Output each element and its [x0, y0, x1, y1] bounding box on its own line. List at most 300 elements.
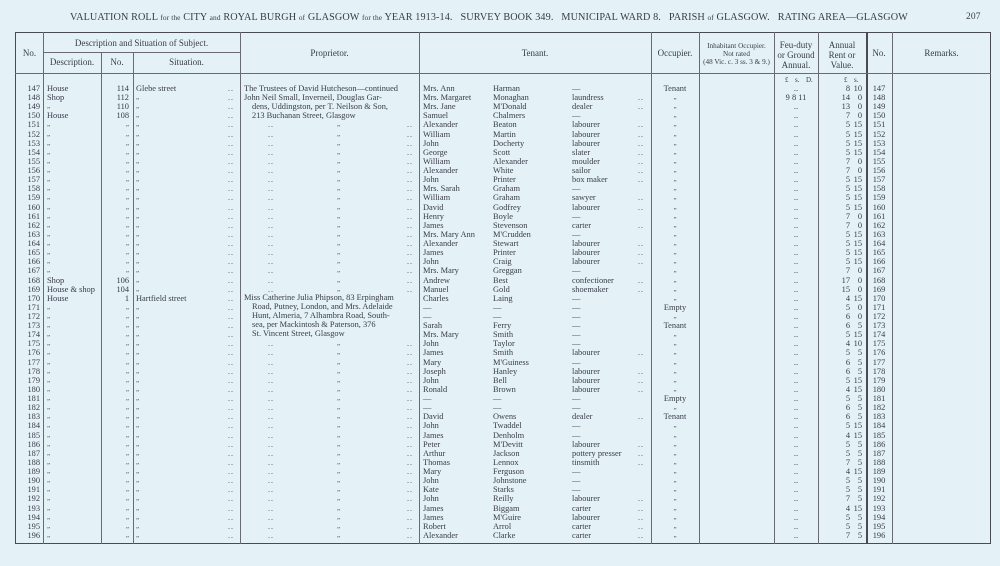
row-feu-duty: ..	[793, 521, 799, 531]
row-street-number: 1	[124, 293, 129, 303]
table-row	[0, 193, 1000, 202]
proprietor-ditto: „	[337, 339, 341, 348]
rent-shillings: 15	[853, 384, 862, 394]
table-row	[0, 494, 1000, 503]
proprietor-dot-leader: ..	[407, 430, 413, 440]
rent-shillings: 15	[853, 229, 862, 239]
row-occupier: „	[673, 521, 677, 530]
row-number: 171	[27, 302, 40, 312]
dot-leader: ..	[228, 138, 234, 148]
row-number-right: 164	[872, 239, 886, 249]
row-description: „	[47, 521, 51, 530]
title-part: for the	[160, 13, 181, 22]
proprietor-ditto: „	[337, 348, 341, 357]
rent-shillings: 5	[857, 485, 862, 495]
survey-book: SURVEY BOOK 349.	[460, 12, 554, 23]
proprietor-ditto: „	[337, 156, 341, 165]
row-street-number: „	[125, 457, 129, 466]
row-street-number: „	[125, 375, 129, 384]
rent-shillings: 15	[853, 257, 862, 267]
dot-leader: ..	[638, 439, 644, 449]
dot-leader: ..	[228, 293, 234, 303]
row-description: „	[47, 129, 51, 138]
dot-leader: ..	[638, 412, 644, 422]
table-row	[0, 467, 1000, 476]
row-situation: „	[136, 348, 140, 357]
row-description: „	[47, 439, 51, 448]
row-number: 147	[27, 84, 40, 93]
tenant-first-name: William	[423, 193, 451, 203]
tenant-occupation: box maker	[572, 175, 608, 185]
rent-shillings: 15	[853, 467, 862, 477]
rent-shillings: 0	[857, 156, 862, 166]
rent-pounds: 5	[845, 512, 850, 522]
table-row	[0, 531, 1000, 540]
row-number-right: 152	[872, 129, 886, 139]
rent-pounds: 5	[845, 448, 850, 458]
title-part: for the	[361, 13, 383, 22]
row-occupier: „	[673, 366, 677, 375]
row-number-right: 154	[872, 147, 886, 157]
rent-shillings: 5	[857, 321, 862, 331]
col-header-no-right: No.	[872, 48, 886, 58]
tenant-surname: Bell	[493, 375, 507, 385]
tenant-surname: Scott	[493, 147, 511, 157]
proprietor-dot-leader: ..	[407, 512, 413, 522]
proprietor-dot-leader: ..	[268, 430, 274, 440]
row-number: 165	[27, 248, 40, 258]
row-number-right: 147	[872, 84, 886, 93]
dot-leader: ..	[228, 439, 234, 449]
row-feu-duty: ..	[793, 138, 799, 148]
rent-shillings: 15	[853, 129, 862, 139]
row-street-number: „	[125, 330, 129, 339]
row-occupier: „	[673, 156, 677, 165]
rent-shillings: 5	[857, 512, 862, 522]
proprietor-dot-leader: ..	[268, 120, 274, 130]
row-number: 187	[27, 448, 40, 458]
row-occupier: „	[673, 384, 677, 393]
row-street-number: „	[125, 339, 129, 348]
tenant-surname: Smith	[493, 330, 514, 340]
row-number: 164	[27, 239, 40, 249]
table-row	[0, 431, 1000, 440]
row-feu-duty: ..	[793, 284, 799, 294]
row-situation: „	[136, 394, 140, 403]
row-feu-duty: ..	[793, 266, 799, 276]
tenant-first-name: Alexander	[423, 120, 458, 130]
table-row	[0, 485, 1000, 494]
row-occupier: „	[673, 439, 677, 448]
proprietor-dot-leader: ..	[268, 357, 274, 367]
tenant-occupation: labourer	[572, 375, 600, 385]
row-situation: „	[136, 357, 140, 366]
row-street-number: „	[125, 321, 129, 330]
proprietor-dot-leader: ..	[407, 220, 413, 230]
row-situation: „	[136, 193, 140, 202]
row-number: 182	[27, 403, 40, 413]
rent-pounds: 7	[845, 530, 850, 540]
proprietor-ditto: „	[337, 375, 341, 384]
rent-shillings: 0	[857, 93, 862, 103]
row-occupier: „	[673, 120, 677, 129]
tenant-first-name: Joseph	[423, 366, 446, 376]
row-number-right: 195	[872, 521, 886, 531]
title-part: of	[298, 13, 306, 22]
proprietor-dot-leader: ..	[407, 239, 413, 249]
row-number: 188	[27, 457, 40, 467]
row-description: „	[47, 312, 51, 320]
row-occupier: „	[673, 211, 677, 220]
table-row	[0, 93, 1000, 102]
proprietor-dot-leader: ..	[407, 467, 413, 477]
proprietor-ditto: „	[337, 229, 341, 238]
row-number: 169	[27, 284, 40, 294]
row-situation: „	[136, 521, 140, 530]
dot-leader: ..	[228, 312, 234, 321]
row-street-number: „	[125, 166, 129, 175]
row-feu-duty: ..	[793, 166, 799, 176]
rent-pounds-label: £	[844, 76, 848, 84]
tenant-occupation: —	[572, 293, 581, 303]
row-occupier: „	[673, 229, 677, 238]
tenant-occupation: dealer	[572, 102, 593, 112]
row-number-right: 177	[872, 357, 886, 367]
tenant-first-name: George	[423, 147, 448, 157]
table-row	[0, 184, 1000, 193]
row-street-number: „	[125, 503, 129, 512]
header-line: Value.	[830, 60, 854, 70]
dot-leader: ..	[228, 412, 234, 422]
row-occupier: „	[673, 266, 677, 275]
row-occupier: „	[673, 494, 677, 503]
dot-leader: ..	[638, 175, 644, 185]
proprietor-ditto: „	[337, 403, 341, 412]
row-situation: „	[136, 430, 140, 439]
row-number: 189	[27, 467, 40, 477]
tenant-occupation: —	[572, 321, 581, 331]
table-row	[0, 239, 1000, 248]
row-number-right: 181	[872, 394, 886, 404]
row-number-right: 190	[872, 476, 886, 486]
dot-leader: ..	[228, 156, 234, 166]
row-situation: „	[136, 202, 140, 211]
proprietor-line: The Trustees of David Hutcheson—continued	[244, 84, 398, 93]
rent-shillings: 15	[853, 175, 862, 185]
row-situation: „	[136, 375, 140, 384]
tenant-surname: Starks	[493, 485, 514, 495]
row-description: „	[47, 302, 51, 311]
row-street-number: „	[125, 448, 129, 457]
tenant-occupation: labourer	[572, 120, 600, 130]
row-occupier: „	[673, 138, 677, 147]
rent-shillings: 0	[857, 284, 862, 294]
row-situation: „	[136, 485, 140, 494]
row-occupier: Empty	[663, 302, 687, 312]
row-feu-duty: ..	[793, 102, 799, 112]
dot-leader: ..	[638, 494, 644, 504]
rent-pounds: 6	[845, 412, 850, 422]
tenant-surname: Reilly	[493, 494, 514, 504]
dot-leader: ..	[638, 102, 644, 112]
rent-pounds: 5	[845, 120, 850, 130]
row-feu-duty: ..	[793, 503, 799, 513]
dot-leader: ..	[228, 111, 234, 121]
municipal-ward: MUNICIPAL WARD 8.	[561, 12, 661, 23]
proprietor-ditto: „	[337, 275, 341, 284]
title-part: GLASGOW	[307, 12, 360, 23]
row-feu-duty: ..	[793, 175, 799, 185]
dot-leader: ..	[228, 530, 234, 540]
row-description: „	[47, 348, 51, 357]
row-situation: „	[136, 403, 140, 412]
tenant-surname: Godfrey	[493, 202, 521, 212]
row-number-right: 186	[872, 439, 886, 449]
row-feu-duty: ..	[793, 321, 799, 331]
proprietor-dot-leader: ..	[407, 156, 413, 166]
table-row	[0, 148, 1000, 157]
row-feu-duty: ..	[793, 348, 799, 358]
rent-shillings: 0	[857, 266, 862, 276]
tenant-surname: Best	[493, 275, 508, 285]
table-row	[0, 476, 1000, 485]
row-number-right: 156	[872, 166, 886, 176]
proprietor-ditto: „	[337, 366, 341, 375]
tenant-first-name: —	[423, 302, 432, 312]
tenant-first-name: John	[423, 175, 439, 185]
tenant-surname: M'Donald	[493, 102, 527, 112]
row-description: „	[47, 530, 51, 539]
rent-pounds: 4	[845, 293, 850, 303]
rent-shillings: 15	[853, 430, 862, 440]
proprietor-dot-leader: ..	[407, 439, 413, 449]
tenant-first-name: David	[423, 202, 444, 212]
row-number: 148	[27, 93, 40, 103]
dot-leader: ..	[638, 384, 644, 394]
row-description: „	[47, 503, 51, 512]
tenant-first-name: James	[423, 512, 444, 522]
row-street-number: „	[125, 302, 129, 311]
proprietor-ditto: „	[337, 430, 341, 439]
row-situation: „	[136, 184, 140, 193]
rent-pounds: 5	[845, 147, 850, 157]
proprietor-ditto: „	[337, 394, 341, 403]
row-occupier: Tenant	[663, 84, 687, 93]
row-occupier: „	[673, 147, 677, 156]
row-feu-duty: ..	[793, 439, 799, 449]
row-occupier: „	[673, 357, 677, 366]
tenant-surname: Monaghan	[493, 93, 529, 103]
row-situation: „	[136, 321, 140, 330]
proprietor-ditto: „	[337, 412, 341, 421]
rent-pounds: 4	[845, 503, 850, 513]
row-occupier: „	[673, 503, 677, 512]
table-row	[0, 84, 1000, 93]
header-subdivider	[43, 52, 240, 53]
row-number-right: 187	[872, 448, 886, 458]
proprietor-dot-leader: ..	[268, 412, 274, 422]
tenant-first-name: —	[423, 403, 432, 413]
row-occupier: „	[673, 184, 677, 193]
proprietor-dot-leader: ..	[407, 412, 413, 422]
tenant-first-name: Charles	[423, 293, 449, 303]
tenant-surname: Arrol	[493, 521, 512, 531]
proprietor-ditto: „	[337, 138, 341, 147]
rent-shillings: 5	[857, 439, 862, 449]
row-number: 183	[27, 412, 40, 422]
dot-leader: ..	[228, 366, 234, 376]
feu-pence-label: D.	[806, 76, 813, 84]
proprietor-dot-leader: ..	[268, 175, 274, 185]
proprietor-dot-leader: ..	[407, 266, 413, 276]
row-occupier: „	[673, 257, 677, 266]
row-number: 192	[27, 494, 40, 504]
table-row	[0, 339, 1000, 348]
rent-pounds: 13	[841, 102, 850, 112]
tenant-surname: Smith	[493, 348, 514, 358]
dot-leader: ..	[228, 120, 234, 130]
row-description: „	[47, 412, 51, 421]
table-row	[0, 266, 1000, 275]
row-number-right: 167	[872, 266, 886, 276]
row-situation: „	[136, 494, 140, 503]
tenant-first-name: James	[423, 430, 444, 440]
tenant-occupation: labourer	[572, 138, 600, 148]
row-occupier: „	[673, 485, 677, 494]
row-feu-duty: ..	[793, 330, 799, 340]
row-number-right: 157	[872, 175, 886, 185]
row-number: 181	[27, 394, 40, 404]
dot-leader: ..	[228, 175, 234, 185]
rent-shillings: 15	[853, 239, 862, 249]
proprietor-dot-leader: ..	[268, 530, 274, 540]
row-number-right: 178	[872, 366, 886, 376]
row-feu-duty: ..	[793, 366, 799, 376]
tenant-first-name: Sarah	[423, 321, 443, 331]
proprietor-dot-leader: ..	[268, 147, 274, 157]
row-description: „	[47, 184, 51, 193]
row-street-number: „	[125, 312, 129, 320]
rent-pounds: 4	[845, 339, 850, 349]
rent-shillings: 5	[857, 348, 862, 358]
tenant-first-name: —	[423, 394, 432, 404]
row-situation: Hartfield street	[136, 293, 187, 303]
rent-shillings: 10	[853, 84, 862, 93]
dot-leader: ..	[638, 120, 644, 130]
row-occupier: „	[673, 284, 677, 293]
tenant-occupation: labourer	[572, 129, 600, 139]
dot-leader: ..	[638, 248, 644, 258]
row-number: 184	[27, 421, 40, 431]
col-header-annual-rent	[818, 40, 866, 70]
table-row	[0, 257, 1000, 266]
tenant-first-name: Robert	[423, 521, 446, 531]
tenant-occupation: labourer	[572, 512, 600, 522]
col-header-situation: Situation.	[169, 57, 204, 67]
row-feu-duty: ..	[793, 293, 799, 303]
row-number-right: 180	[872, 384, 886, 394]
row-description: „	[47, 102, 51, 111]
row-number: 196	[27, 530, 40, 540]
proprietor-dot-leader: ..	[268, 156, 274, 166]
row-street-number: 104	[116, 284, 129, 294]
row-number: 156	[27, 166, 40, 176]
proprietor-line: Hunt, Almeria, 7 Alhambra Road, South-	[252, 311, 390, 321]
row-situation: „	[136, 266, 140, 275]
rent-shillings: 15	[853, 421, 862, 431]
proprietor-dot-leader: ..	[407, 275, 413, 285]
tenant-surname: Biggam	[493, 503, 520, 513]
row-situation: „	[136, 93, 140, 102]
table-row	[0, 139, 1000, 148]
proprietor-dot-leader: ..	[407, 120, 413, 130]
dot-leader: ..	[228, 93, 234, 103]
row-description: „	[47, 239, 51, 248]
row-number-right: 171	[872, 302, 886, 312]
tenant-occupation: labourer	[572, 239, 600, 249]
tenant-occupation: —	[572, 211, 581, 221]
dot-leader: ..	[228, 129, 234, 139]
tenant-first-name: Ronald	[423, 384, 448, 394]
row-situation: „	[136, 439, 140, 448]
proprietor-dot-leader: ..	[407, 129, 413, 139]
row-number-right: 160	[872, 202, 886, 212]
row-situation: „	[136, 530, 140, 539]
feu-pounds-label: £	[785, 76, 789, 84]
tenant-occupation: labourer	[572, 494, 600, 504]
tenant-surname: Lennox	[493, 457, 519, 467]
row-occupier: „	[673, 220, 677, 229]
row-number: 194	[27, 512, 40, 522]
table-row	[0, 248, 1000, 257]
tenant-surname: Graham	[493, 193, 520, 203]
row-feu-duty: ..	[793, 129, 799, 139]
proprietor-dot-leader: ..	[407, 394, 413, 404]
proprietor-dot-leader: ..	[407, 248, 413, 258]
proprietor-ditto: „	[337, 357, 341, 366]
table-row	[0, 504, 1000, 513]
proprietor-dot-leader: ..	[268, 339, 274, 349]
tenant-occupation: —	[572, 485, 581, 495]
rent-pounds: 5	[845, 129, 850, 139]
table-row	[0, 412, 1000, 421]
row-feu-duty: ..	[793, 467, 799, 477]
tenant-surname: —	[493, 302, 502, 312]
tenant-occupation: —	[572, 84, 581, 93]
row-feu-duty: 9 8 11	[785, 93, 807, 103]
row-feu-duty: ..	[793, 357, 799, 367]
col-header-street-no: No.	[110, 57, 124, 67]
table-row	[0, 385, 1000, 394]
row-street-number: 106	[116, 275, 129, 285]
proprietor-ditto: „	[337, 485, 341, 494]
tenant-first-name: John	[423, 257, 439, 267]
dot-leader: ..	[638, 220, 644, 230]
tenant-occupation: —	[572, 312, 581, 321]
proprietor-dot-leader: ..	[268, 220, 274, 230]
row-street-number: „	[125, 257, 129, 266]
dot-leader: ..	[228, 248, 234, 258]
row-situation: „	[136, 102, 140, 111]
col-header-no: No.	[22, 48, 37, 58]
tenant-surname: M'Devitt	[493, 439, 523, 449]
tenant-occupation: —	[572, 421, 581, 431]
proprietor-ditto: „	[337, 503, 341, 512]
proprietor-dot-leader: ..	[268, 248, 274, 258]
row-number: 179	[27, 375, 40, 385]
table-row	[0, 421, 1000, 430]
tenant-first-name: Mrs. Mary	[423, 330, 459, 340]
